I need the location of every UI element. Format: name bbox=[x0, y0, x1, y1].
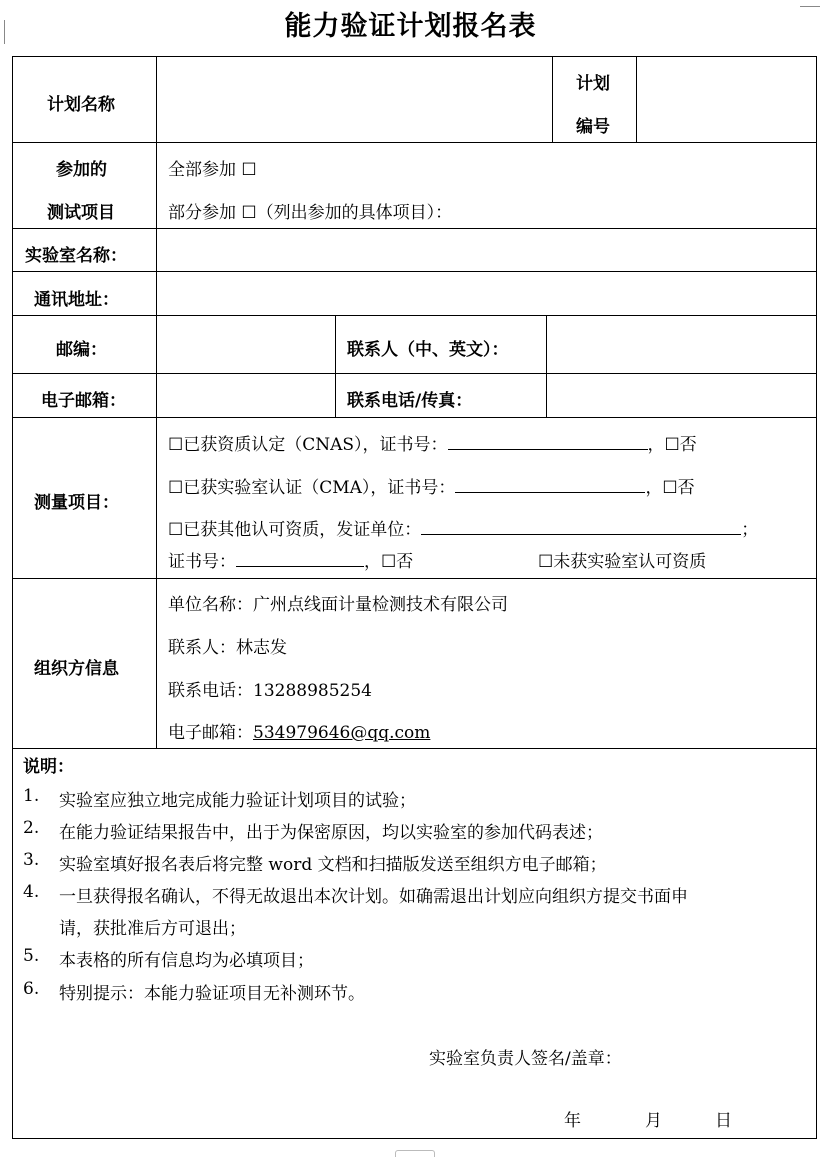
note-number: 5. bbox=[23, 946, 40, 966]
organizer-phone: 联系电话：13288985254 bbox=[168, 681, 372, 701]
note-number: 1. bbox=[23, 786, 40, 806]
cma-no-checkbox[interactable]: ，☐否 bbox=[645, 478, 695, 498]
organizer-contact: 联系人：林志发 bbox=[168, 638, 287, 658]
signature-field[interactable] bbox=[633, 1039, 803, 1069]
column-divider bbox=[552, 57, 553, 142]
note-text: 实验室应独立地完成能力验证计划项目的试验； bbox=[59, 791, 416, 811]
address-label: 通讯地址： bbox=[34, 290, 119, 310]
organizer-email-label: 电子邮箱： bbox=[168, 723, 253, 743]
lab-name-label: 实验室名称： bbox=[25, 246, 127, 266]
plan-name-label: 计划名称 bbox=[47, 95, 115, 115]
phone-fax-label: 联系电话/传真： bbox=[347, 391, 473, 411]
all-participate-checkbox[interactable]: 全部参加 ☐ bbox=[168, 160, 257, 180]
row-divider bbox=[13, 748, 816, 749]
note-number: 6. bbox=[23, 979, 40, 999]
note-text: 本表格的所有信息均为必填项目； bbox=[59, 951, 314, 971]
note-text: 特别提示：本能力验证项目无补测环节。 bbox=[59, 984, 365, 1004]
note-text: 在能力验证结果报告中，出于为保密原因，均以实验室的参加代码表述； bbox=[59, 823, 603, 843]
note-text: 实验室填好报名表后将完整 word 文档和扫描版发送至组织方电子邮箱； bbox=[59, 855, 607, 875]
cma-cert-number-field[interactable] bbox=[455, 474, 645, 493]
other-accreditation-checkbox[interactable]: ☐已获其他认可资质，发证单位： bbox=[168, 520, 422, 540]
test-items-label-line1: 参加的 bbox=[56, 160, 107, 180]
row-divider bbox=[13, 142, 816, 143]
organizer-info-label: 组织方信息 bbox=[34, 659, 119, 679]
phone-fax-field[interactable] bbox=[548, 375, 814, 416]
column-divider bbox=[546, 315, 547, 417]
column-divider bbox=[636, 57, 637, 142]
notes-title: 说明： bbox=[23, 757, 74, 777]
other-no-checkbox[interactable]: ，☐否 bbox=[364, 552, 414, 572]
registration-form bbox=[12, 56, 817, 1139]
row-divider bbox=[13, 271, 816, 272]
row-divider bbox=[13, 315, 816, 316]
note-number: 3. bbox=[23, 850, 40, 870]
signature-label: 实验室负责人签名/盖章： bbox=[429, 1049, 622, 1069]
test-items-label-line2: 测试项目 bbox=[47, 203, 115, 223]
semicolon: ； bbox=[741, 520, 759, 540]
note-number: 4. bbox=[23, 882, 40, 902]
address-field[interactable] bbox=[158, 273, 814, 314]
cnas-cert-number-field[interactable] bbox=[448, 431, 648, 450]
postcode-field[interactable] bbox=[158, 317, 334, 372]
form-title: 能力验证计划报名表 bbox=[284, 11, 537, 42]
cnas-no-checkbox[interactable]: ，☐否 bbox=[647, 435, 697, 455]
organizer-unit: 单位名称：广州点线面计量检测技术有限公司 bbox=[168, 595, 508, 615]
postcode-label: 邮编： bbox=[56, 340, 107, 360]
issuing-authority-field[interactable] bbox=[421, 516, 741, 535]
email-label: 电子邮箱： bbox=[41, 391, 126, 411]
organizer-email-link[interactable]: 534979646@qq.com bbox=[253, 723, 431, 743]
cnas-line bbox=[168, 430, 697, 455]
measurement-items-label: 测量项目： bbox=[34, 493, 119, 513]
note-text-continued: 请，获批准后方可退出； bbox=[59, 919, 246, 939]
other-accreditation-line bbox=[168, 515, 758, 540]
other-cert-line bbox=[168, 547, 413, 572]
row-divider bbox=[13, 228, 816, 229]
email-field[interactable] bbox=[158, 375, 334, 416]
row-divider bbox=[13, 417, 816, 418]
cma-checkbox[interactable]: ☐已获实验室认证（CMA），证书号： bbox=[168, 478, 456, 498]
plan-number-field[interactable] bbox=[638, 58, 814, 141]
partial-participate-checkbox[interactable]: 部分参加 ☐（列出参加的具体项目）： bbox=[168, 203, 453, 223]
plan-number-label-line1: 计划 bbox=[576, 74, 610, 94]
row-divider bbox=[13, 578, 816, 579]
note-text: 一旦获得报名确认，不得无故退出本次计划。如确需退出计划应向组织方提交书面申 bbox=[59, 887, 688, 907]
other-cert-number-field[interactable] bbox=[236, 548, 364, 567]
contact-person-field[interactable] bbox=[548, 317, 814, 372]
no-accreditation-checkbox[interactable]: ☐未获实验室认可资质 bbox=[538, 552, 707, 572]
column-divider bbox=[156, 57, 157, 748]
cert-number-label: 证书号： bbox=[168, 552, 236, 572]
organizer-email-line bbox=[168, 718, 430, 743]
contact-person-label: 联系人（中、英文）： bbox=[347, 340, 509, 360]
cma-line bbox=[168, 473, 695, 498]
date-day: 日 bbox=[715, 1111, 732, 1131]
date-month: 月 bbox=[645, 1111, 662, 1131]
date-year: 年 bbox=[564, 1111, 581, 1131]
row-divider bbox=[13, 373, 816, 374]
plan-number-label-line2: 编号 bbox=[576, 117, 610, 137]
column-divider bbox=[335, 315, 336, 417]
note-number: 2. bbox=[23, 818, 40, 838]
lab-name-field[interactable] bbox=[158, 230, 814, 270]
plan-name-field[interactable] bbox=[158, 58, 551, 141]
cnas-checkbox[interactable]: ☐已获资质认定（CNAS），证书号： bbox=[168, 435, 448, 455]
